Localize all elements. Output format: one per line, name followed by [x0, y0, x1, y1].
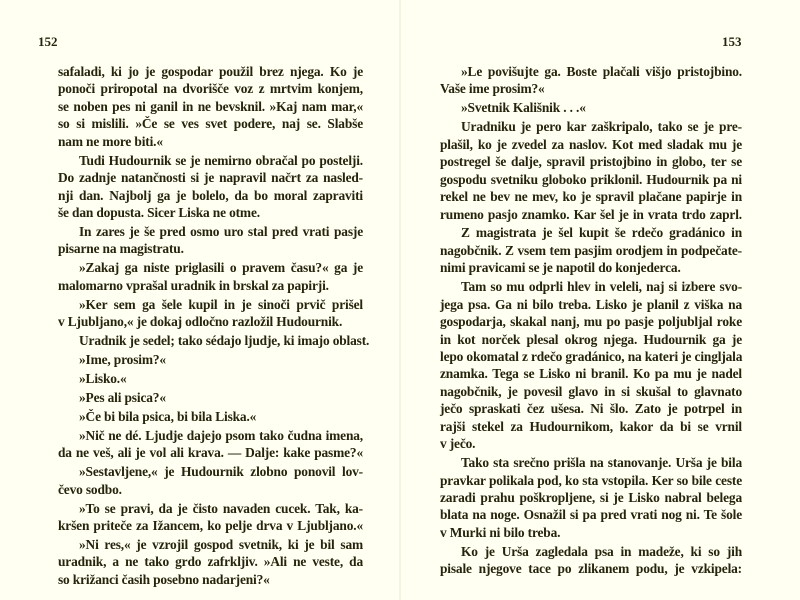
text-line: Vaše ime prosim?«: [440, 81, 545, 97]
text-line: pisale njegove tace po zlikanem podu, je vzkipela:: [440, 561, 742, 577]
text-line: »Zakaj ga niste priglasili o pravem času?« ga je: [79, 260, 363, 276]
page-text: [58, 63, 370, 588]
text-line: blata na noge. Osnažil si pa pred vrati nog ni. Te šole: [440, 507, 742, 523]
text-line: Uradniku je pero kar zaškripalo, tako se je pre-: [461, 119, 742, 135]
text-line: »Če bi bila psica, bi bila Liska.«: [79, 408, 257, 424]
text-line: gospodu svetniku globoko priklonil. Hudournik pa ni: [440, 171, 742, 187]
text-line: v Ljubljano,« je dokaj odločno razložil Hudournik.: [58, 314, 343, 330]
text-line: »Lisko.«: [79, 370, 127, 386]
text-line: ječo spraskati čez ušesa. Ni šlo. Zato je potrpel in: [440, 401, 742, 417]
text-line: »Sestavljene,« je Hudournik zlobno ponovil lov-: [79, 464, 363, 480]
text-line: kršen priteče za Ižancem, ko pelje drva v Ljubljano.«: [58, 517, 363, 533]
text-line: nji dan. Najbolj ga je bolelo, da bo moral zapraviti: [58, 187, 363, 203]
text-line: »Ime, prosim?«: [79, 352, 166, 367]
text-line: znamka. Tega se Lisko ni branil. Ko pa mu je nadel: [440, 366, 742, 382]
text-line: rajši stekel za Hudournikom, kakor da bi se vrnil: [440, 418, 742, 434]
text-line: se noben pes ni ganil in ne bevsknil. »Kaj nam mar,«: [58, 98, 363, 114]
text-line: so križanci časih posebno nadarjeni?«: [58, 571, 270, 587]
text-line: safaladi, ki jo je gospodar použil brez njega. Ko je: [58, 64, 363, 79]
page-number: 153: [722, 34, 742, 49]
text-line: v Murki ni bilo treba.: [440, 524, 561, 540]
text-line: postregel še dalje, spravil pristojbino in globo, ter se: [440, 154, 742, 170]
text-line: gospodarja, skakal nanj, mu po pasje poljubljal roke: [440, 314, 742, 330]
text-line: »Ker sem ga šele kupil in je sinoči prvič prišel: [79, 296, 363, 312]
text-line: plašil, ko je zvedel za naslov. Kot med sladak mu je: [440, 136, 742, 152]
text-line: Tako sta srečno prišla na stanovanje. Urša je bila: [461, 455, 742, 471]
text-line: Tudi Hudournik se je nemirno obračal po postelji.: [79, 152, 363, 168]
text-line: ponoči priropotal na dvorišče voz z mrtvim konjem,: [58, 81, 363, 97]
text-line: v ječo.: [440, 436, 476, 452]
text-line: In zares je še pred osmo uro stal pred vrati pasje: [79, 223, 363, 239]
text-line: in kot norček plesal okrog njega. Hudournik ga je: [440, 331, 742, 347]
text-line: da ne veš, ali je vol ali krava. — Dalje: kake pasme?«: [58, 445, 363, 461]
text-line: zaradi prahu poškropljene, si je Lisko nabral belega: [440, 490, 742, 505]
text-line: »Svetnik Kališnik . . .«: [461, 100, 586, 116]
text-line: »Nič ne dé. Ljudje dajejo psom tako čudna imena,: [79, 427, 363, 443]
text-line: »To se pravi, da je čisto navaden cucek. Tak, ka-: [79, 500, 363, 516]
text-line: Tam so mu odprli hlev in veleli, naj si izbere svo-: [461, 279, 742, 295]
text-line: rekel ne bev ne mev, ko je spravil plačane papirje in: [440, 189, 742, 205]
right-page: [400, 0, 800, 600]
text-line: malomarno vprašal uradnik in brskal za papirji.: [58, 277, 329, 293]
text-line: »Pes ali psica?«: [79, 389, 166, 405]
text-line: uradnik, a ne tako grdo zafrkljiv. »Ali ne veste, da: [58, 554, 363, 570]
text-line: lepo okomatal z rdečo gradánico, na kateri je cingljala: [440, 349, 743, 364]
text-line: pravkar polikala pod, ko sta vstopila. Ker so bile ceste: [440, 472, 742, 488]
page-text: [440, 63, 742, 578]
text-line: Uradnik je sedel; tako sédajo ljudje, ki imajo oblast.: [79, 333, 370, 349]
text-line: nagobčnik. Z vsem tem pasjim orodjem in podpečate-: [440, 242, 742, 258]
text-line: Z magistrata je šel kupit še rdečo gradánico in: [461, 225, 742, 241]
text-line: jega psa. Ga ni bilo treba. Lisko je planil z viška na: [440, 296, 742, 312]
text-line: so si mislili. »Če se ves svet podere, naj se. Slabše: [58, 116, 363, 132]
text-line: nagobčnik, je povesil glavo in si skušal to glavnato: [440, 383, 742, 399]
text-line: Ko je Urša zagledala psa in madeže, ki so jih: [461, 543, 742, 559]
text-line: »Ni res,« je vzrojil gospod svetnik, ki je bil sam: [79, 536, 363, 552]
text-line: čevo sodbo.: [58, 481, 122, 497]
text-line: nam ne more biti.«: [58, 133, 163, 149]
text-line: Do zadnje natančnosti si je napravil načrt za nasled-: [58, 170, 363, 186]
page-number: 152: [38, 34, 58, 49]
text-line: še dan dopusta. Sicer Liska ne otme.: [58, 205, 260, 220]
text-line: »Le povišujte ga. Boste plačali višjo pristojbino.: [461, 64, 742, 79]
text-line: nimi pravicami se je napotil do konjederca.: [440, 260, 681, 276]
text-line: pisarne na magistratu.: [58, 241, 184, 257]
text-line: rumeno pasjo znamko. Kar šel je in vrata trdo zaprl.: [440, 206, 742, 222]
